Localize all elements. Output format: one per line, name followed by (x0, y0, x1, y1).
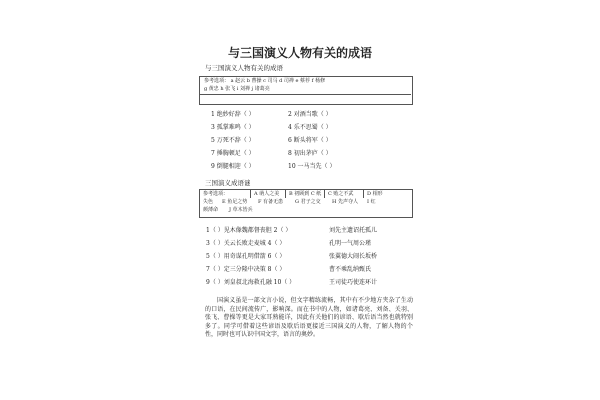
options-row-1: 参考选项： a 赵云 b 曹操 c 司马 d 司禅 e 蔡荐 f 杨修 (204, 78, 326, 84)
section1-heading: 与三国演义人物有关的成语 (205, 64, 283, 72)
grid-cell: J 草木皆兵 (229, 207, 253, 213)
idiom-item: 6 断头将军（ ） (288, 137, 332, 144)
idiom-item: 10 一马当先（ ） (288, 163, 336, 170)
idiom-item: 9 倒腿相迎（ ） (211, 163, 255, 170)
riddle-item: 1（ ）见木像魏都督丧胆 2（ ） (206, 227, 292, 234)
riddle-item: 张翼德大闹长坂桥 (329, 253, 378, 260)
grid-cell: 参考选项： (203, 191, 229, 197)
grid-cell: 失色 (203, 199, 214, 205)
riddle-item: 刘先主遗诏托孤儿 (329, 227, 378, 234)
grid-cell: I 红 (367, 199, 376, 205)
idiom-item: 7 捶胸顿足（ ） (211, 150, 255, 157)
table-divider (363, 189, 364, 198)
grid-cell: H 先声夺人 (332, 199, 358, 205)
riddle-item: 孔明一气周公瑾 (329, 240, 372, 247)
riddle-item: 9（ ）刘皇叔北海救孔融 10（ ） (206, 279, 296, 286)
table-divider (199, 94, 411, 95)
grid-cell: D 相形 (367, 191, 383, 197)
grid-cell: 颜薄命 (203, 207, 219, 213)
riddle-item: 曹不乘乱纳甄氏 (329, 266, 372, 273)
idiom-item: 5 万死不辞（ ） (211, 137, 255, 144)
table-divider (250, 189, 251, 198)
riddle-item: 5（ ）用奇谋孔明借箭 6（ ） (206, 253, 286, 260)
idiom-item: 1 绝妙好辞（ ） (211, 111, 255, 118)
grid-cell: A 萌人之美 (254, 191, 280, 197)
riddle-item: 7（ ）定三分隆中决策 8（ ） (206, 266, 286, 273)
grid-cell: E 鱼足之势 (222, 199, 248, 205)
grid-cell: G 君子之交 (295, 199, 321, 205)
section2-heading: 三国演义成语谜 (205, 179, 251, 187)
intro-paragraph: 国演义虽是一部文言小说，但文字精练流畅，其中有不少地方夹杂了生动的口语，在民间流传广，影响深。而在书中的人物，如诸葛亮、刘备、关羽、张飞、曹操等更是大家耳熟能详，因此有关他们的谚语、歇后语当然也就特别多了。同学可借着这些谚语及歇后语更接近三国演义的人物，了解人物的个性，同时也可认识中国文字，语言的奥妙。 (205, 297, 413, 338)
riddle-item: 王司徒巧使连环计 (329, 279, 378, 286)
table-divider (324, 189, 325, 198)
options-row-2: g 黄忠 h 张飞 i 刘禅 j 诸葛亮 (204, 86, 270, 92)
grid-cell: F 有备无患 (258, 199, 284, 205)
grid-cell: B 初顾到 C 纸 (289, 191, 322, 197)
idiom-item: 3 孤掌难鸣（ ） (211, 124, 255, 131)
table-divider (285, 189, 286, 198)
riddle-item: 3（ ）关云长败走麦城 4（ ） (206, 240, 286, 247)
idiom-item: 2 对酒当歌（ ） (288, 111, 332, 118)
grid-cell: C 贻之不武 (328, 191, 354, 197)
idiom-item: 8 初出茅庐（ ） (288, 150, 332, 157)
page-title: 与三国演义人物有关的成语 (227, 46, 372, 60)
idiom-item: 4 乐不思蜀（ ） (288, 124, 332, 131)
